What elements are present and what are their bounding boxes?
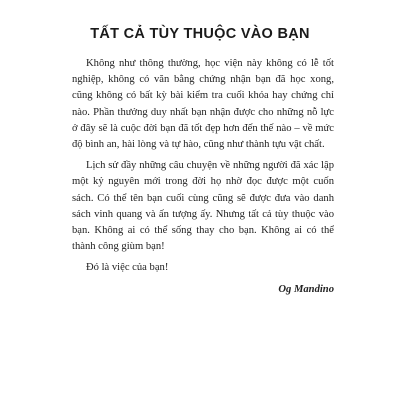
body-text — [72, 56, 334, 298]
closing-line: Đó là việc của bạn! — [86, 262, 169, 274]
paragraph-2: Lịch sử đầy những câu chuyện về những người đã xác lập một kỷ nguyên mới trong đời họ nhờ đọc được một cuốn sách. Có thể tên bạn cuối cùng cũng sẽ được đưa vào danh sách vinh quang và ấn tượng ấy. Nhưng tất cả tùy thuộc vào bạn. Không ai có thể sống thay cho bạn. Không ai có thể thành công giùm bạn! — [72, 160, 334, 253]
paragraph-1: Không như thông thường, học viện này không có lễ tốt nghiệp, không có văn bằng chứng nhận bạn đã học xong, cũng không có bất kỳ bài kiểm tra cuối khóa hay chứng chỉ nào. Phần thưởng duy nhất bạn nhận được cho những nỗ lực ở đây sẽ là cuộc đời bạn đã tốt đẹp hơn đến thế nào – về mức độ bình an, hài lòng và tự hào, cũng như thành tựu vật chất. — [72, 58, 334, 151]
author-signature: Og Mandino — [278, 283, 334, 295]
page-title: TẤT CẢ TÙY THUỘC VÀO BẠN — [90, 26, 310, 42]
